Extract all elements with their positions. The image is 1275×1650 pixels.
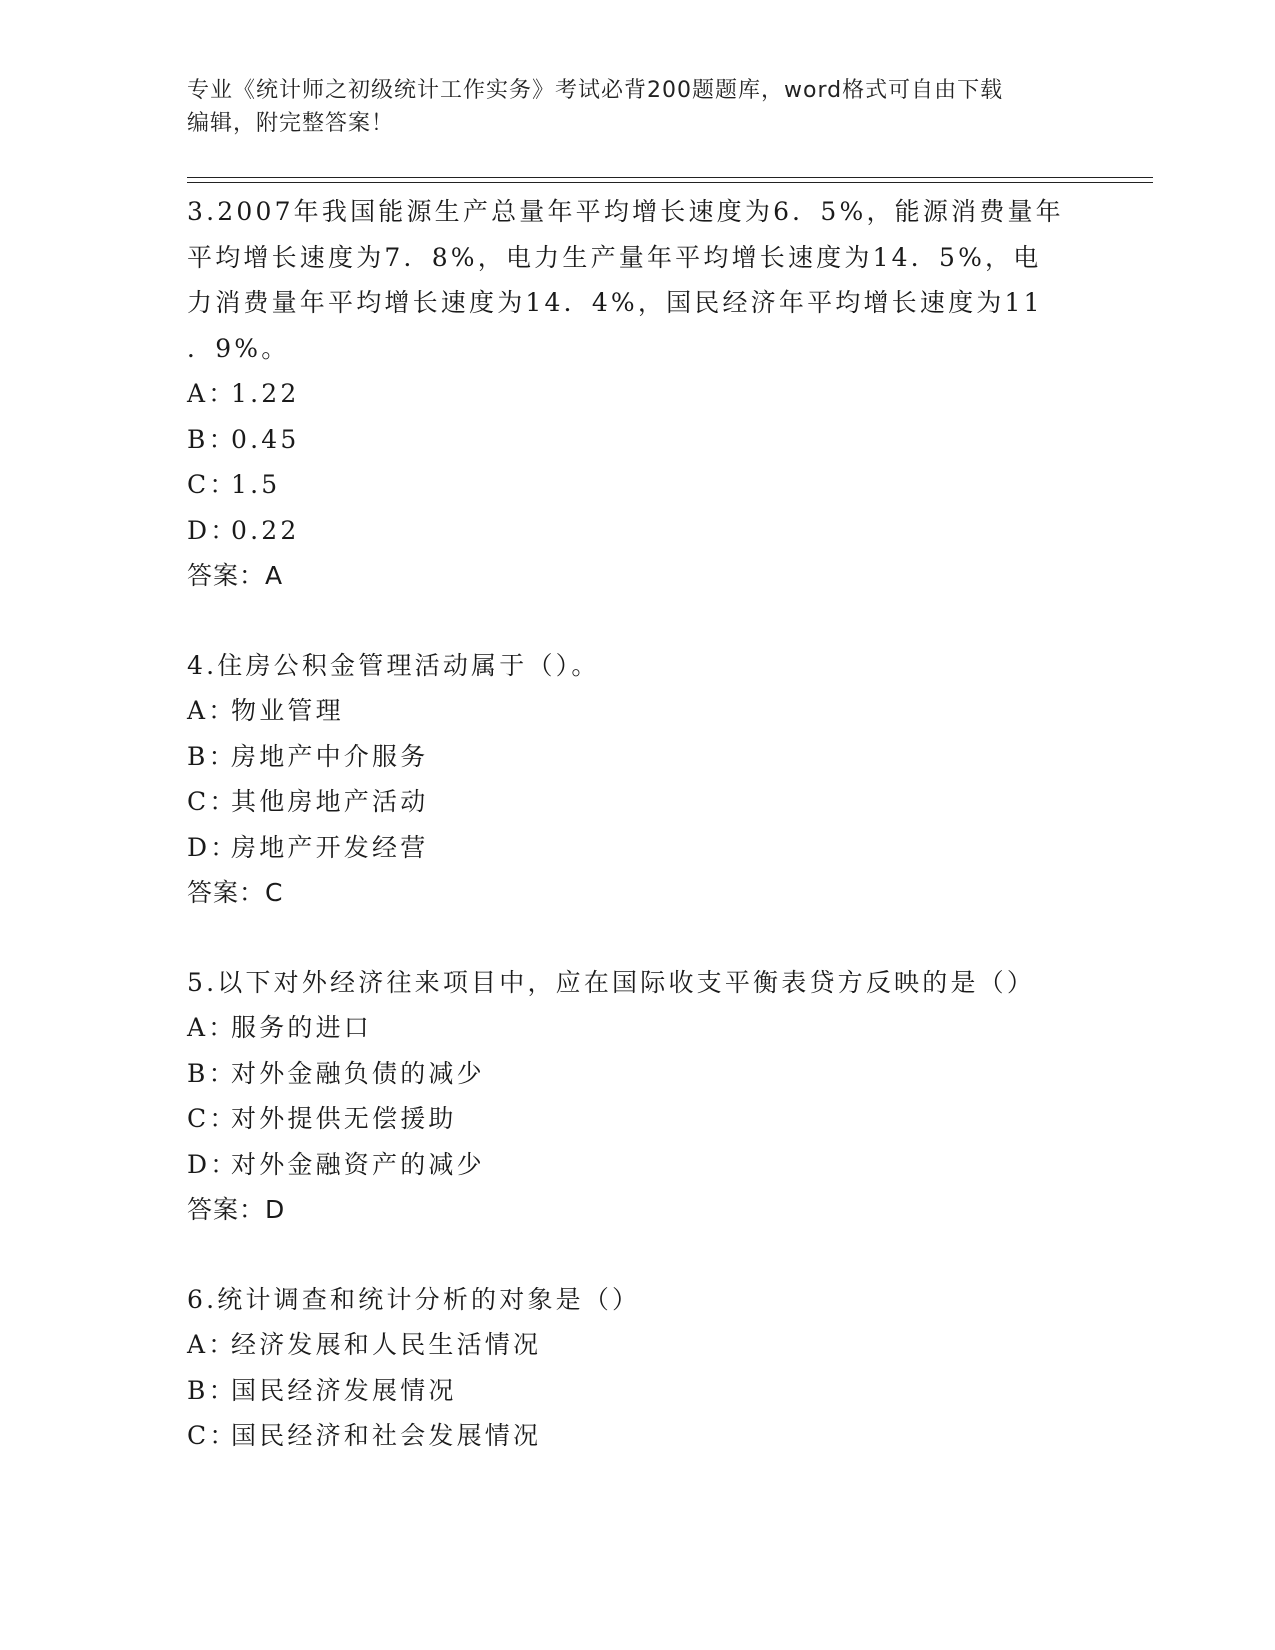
option-c	[187, 1096, 1087, 1142]
question-5	[187, 960, 1087, 1233]
option-text: 房地产中介服务	[231, 741, 429, 771]
option-b	[187, 417, 1087, 463]
answer-label: 答案：	[187, 1195, 266, 1224]
option-text: 服务的进口	[231, 1013, 373, 1042]
option-key: A：	[187, 1013, 237, 1042]
option-a	[187, 688, 1087, 734]
question-stem-line: 6.统计调查和统计分析的对象是（）	[187, 1284, 641, 1314]
option-c	[187, 779, 1087, 825]
option-key: B：	[187, 741, 237, 771]
option-text: 其他房地产活动	[231, 787, 429, 816]
option-d	[187, 508, 1087, 554]
option-text: 0.45	[231, 424, 300, 454]
option-b	[187, 1051, 1087, 1097]
option-key: B：	[187, 1058, 237, 1088]
option-key: A：	[187, 696, 237, 725]
option-key: D：	[187, 1149, 239, 1179]
question-stem-line: 3.2007年我国能源生产总量年平均增长速度为6．5%，能源消费量年	[187, 197, 1064, 226]
option-key: B：	[187, 424, 237, 454]
question-stem-line: 平均增长速度为7．8%，电力生产量年平均增长速度为14．5%，电	[187, 242, 1042, 272]
option-text: 对外提供无偿援助	[231, 1104, 457, 1133]
option-text: 0.22	[231, 515, 300, 545]
header-divider-top	[187, 177, 1153, 178]
option-key: C：	[187, 787, 238, 816]
option-a	[187, 371, 1087, 417]
answer-label: 答案：	[187, 561, 266, 590]
option-b	[187, 1368, 1087, 1414]
answer-line	[187, 1187, 1087, 1233]
option-c	[187, 1413, 1087, 1459]
question-list	[187, 189, 1087, 1503]
answer-label: 答案：	[187, 878, 266, 907]
option-b	[187, 734, 1087, 780]
option-key: C：	[187, 470, 238, 499]
header-line-1: 专业《统计师之初级统计工作实务》考试必背200题题库，word格式可自由下载	[187, 78, 1004, 103]
option-text: 经济发展和人民生活情况	[231, 1330, 542, 1359]
option-text: 国民经济和社会发展情况	[231, 1421, 542, 1450]
answer-value: D	[265, 1195, 285, 1224]
question-stem-line: ．9%。	[187, 333, 290, 363]
option-key: A：	[187, 379, 237, 408]
question-4	[187, 643, 1087, 916]
question-stem-line: 5.以下对外经济往来项目中，应在国际收支平衡表贷方反映的是（）	[187, 967, 1036, 997]
option-text: 1.5	[231, 470, 281, 499]
option-key: B：	[187, 1375, 237, 1405]
option-key: D：	[187, 832, 239, 862]
option-text: 对外金融负债的减少	[231, 1058, 485, 1088]
answer-line	[187, 553, 1087, 599]
header-line-2: 编辑，附完整答案！	[187, 111, 395, 136]
option-key: C：	[187, 1104, 238, 1133]
option-key: D：	[187, 515, 239, 545]
option-text: 对外金融资产的减少	[231, 1149, 485, 1179]
header-divider-bottom	[187, 182, 1153, 183]
option-c	[187, 462, 1087, 508]
question-stem-line: 力消费量年平均增长速度为14．4%，国民经济年平均增长速度为11	[187, 288, 1043, 317]
option-key: C：	[187, 1421, 238, 1450]
option-d	[187, 1142, 1087, 1188]
option-a	[187, 1005, 1087, 1051]
answer-line	[187, 870, 1087, 916]
question-3	[187, 189, 1087, 599]
option-key: A：	[187, 1330, 237, 1359]
option-d	[187, 825, 1087, 871]
question-stem-line: 4.住房公积金管理活动属于（）。	[187, 650, 600, 680]
option-a	[187, 1322, 1087, 1368]
option-text: 国民经济发展情况	[231, 1375, 457, 1405]
answer-value: A	[265, 561, 283, 590]
option-text: 1.22	[231, 379, 300, 408]
document-header	[187, 74, 1067, 140]
answer-value: C	[265, 878, 283, 907]
option-text: 房地产开发经营	[231, 832, 429, 862]
question-6	[187, 1277, 1087, 1459]
option-text: 物业管理	[231, 696, 344, 725]
